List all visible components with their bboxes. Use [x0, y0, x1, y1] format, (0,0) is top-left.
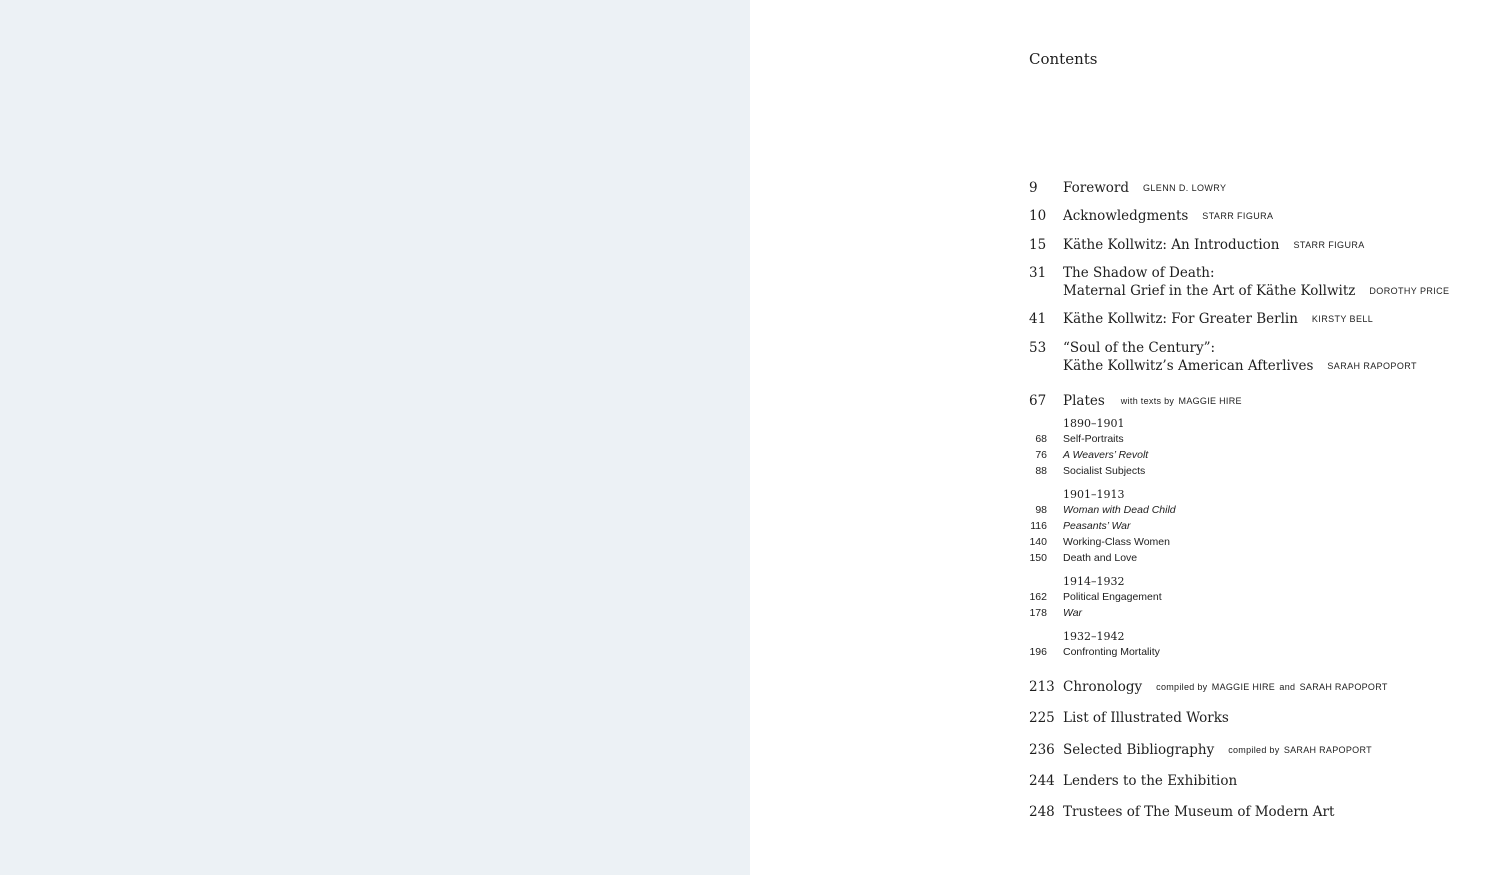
entry-author: SARAH RAPOPORT: [1327, 361, 1417, 371]
plate-page-number: 178: [1029, 607, 1047, 619]
entry-title: “Soul of the Century”:: [1063, 340, 1216, 356]
entry-title: Plates: [1063, 393, 1105, 409]
page-number: 244: [1029, 773, 1055, 789]
entry-author: STARR FIGURA: [1293, 240, 1365, 250]
page-title: Contents: [1029, 50, 1098, 68]
entry-title: Acknowledgments: [1063, 208, 1189, 224]
plate-item[interactable]: [1029, 552, 1469, 568]
plate-page-number: 150: [1029, 552, 1047, 564]
entry-author: GLENN D. LOWRY: [1142, 183, 1227, 193]
entry-title: Foreword: [1063, 180, 1129, 196]
entry-title: The Shadow of Death:: [1063, 265, 1215, 281]
entry-author: KIRSTY BELL: [1311, 314, 1374, 324]
entry-title: Selected Bibliography: [1063, 742, 1215, 758]
page-number: 67: [1029, 393, 1047, 409]
entry-title: List of Illustrated Works: [1063, 710, 1229, 726]
plate-item[interactable]: [1029, 607, 1469, 623]
plate-page-number: 116: [1030, 520, 1047, 532]
entry-author: SARAH RAPOPORT: [1283, 745, 1372, 755]
plate-page-number: 98: [1035, 504, 1047, 516]
plates-period-heading: 1901–1913: [1063, 488, 1125, 501]
entry-title: Käthe Kollwitz: For Greater Berlin: [1063, 311, 1298, 327]
entry-author: MAGGIE HIRE: [1178, 396, 1242, 406]
plate-title: Woman with Dead Child: [1063, 504, 1176, 516]
plate-title: Death and Love: [1063, 552, 1138, 564]
entry-title-line2: Maternal Grief in the Art of Käthe Kollwitz: [1063, 283, 1356, 299]
page-number: 9: [1029, 180, 1038, 196]
plate-item[interactable]: [1029, 646, 1469, 662]
page-number: 10: [1029, 208, 1047, 224]
plate-item[interactable]: [1029, 591, 1469, 607]
entry-author: STARR FIGURA: [1202, 211, 1274, 221]
plate-page-number: 76: [1035, 449, 1047, 461]
entry-title: Käthe Kollwitz: An Introduction: [1063, 237, 1280, 253]
plates-period-heading: 1914–1932: [1063, 575, 1125, 588]
plate-page-number: 162: [1029, 591, 1047, 603]
entry-title: Trustees of The Museum of Modern Art: [1063, 804, 1335, 820]
entry-author: DOROTHY PRICE: [1369, 286, 1450, 296]
plates-period-heading: 1932–1942: [1063, 630, 1125, 643]
plate-title: Self-Portraits: [1063, 433, 1124, 445]
plates-period-heading: 1890–1901: [1063, 417, 1125, 430]
entry-author-2: SARAH RAPOPORT: [1299, 682, 1388, 692]
plate-title: Socialist Subjects: [1063, 465, 1146, 477]
entry-title-line2: Käthe Kollwitz’s American Afterlives: [1063, 358, 1314, 374]
plate-item[interactable]: [1029, 449, 1469, 465]
plate-item[interactable]: [1029, 504, 1469, 520]
entry-author: MAGGIE HIRE: [1211, 682, 1276, 692]
page-number: 213: [1029, 679, 1055, 695]
page-number: 15: [1029, 237, 1047, 253]
page-number: 225: [1029, 710, 1055, 726]
entry-title: Lenders to the Exhibition: [1063, 773, 1238, 789]
page-number: 41: [1029, 311, 1047, 327]
plate-item[interactable]: [1029, 536, 1469, 552]
plate-title: Political Engagement: [1063, 591, 1162, 603]
plate-page-number: 68: [1035, 433, 1047, 445]
entry-title: Chronology: [1063, 679, 1143, 695]
entry-author-prefix: compiled by: [1156, 682, 1208, 692]
entry-author-join: and: [1279, 682, 1296, 692]
page-number: 236: [1029, 742, 1055, 758]
entry-author-prefix: with texts by: [1120, 396, 1175, 406]
plate-item[interactable]: [1029, 433, 1469, 449]
plate-page-number: 140: [1029, 536, 1047, 548]
plate-item[interactable]: [1029, 520, 1469, 536]
page-number: 31: [1029, 265, 1047, 281]
entry-author-prefix: compiled by: [1228, 745, 1280, 755]
plate-item[interactable]: [1029, 465, 1469, 481]
page-number: 53: [1029, 340, 1047, 356]
page-number: 248: [1029, 804, 1055, 820]
plate-title: Peasants’ War: [1063, 520, 1131, 532]
plate-title: Working-Class Women: [1063, 536, 1170, 548]
plate-title: War: [1063, 607, 1083, 619]
plate-title: A Weavers’ Revolt: [1063, 449, 1149, 461]
plate-page-number: 88: [1035, 465, 1047, 477]
plate-title: Confronting Mortality: [1063, 646, 1160, 658]
plate-page-number: 196: [1029, 646, 1047, 658]
